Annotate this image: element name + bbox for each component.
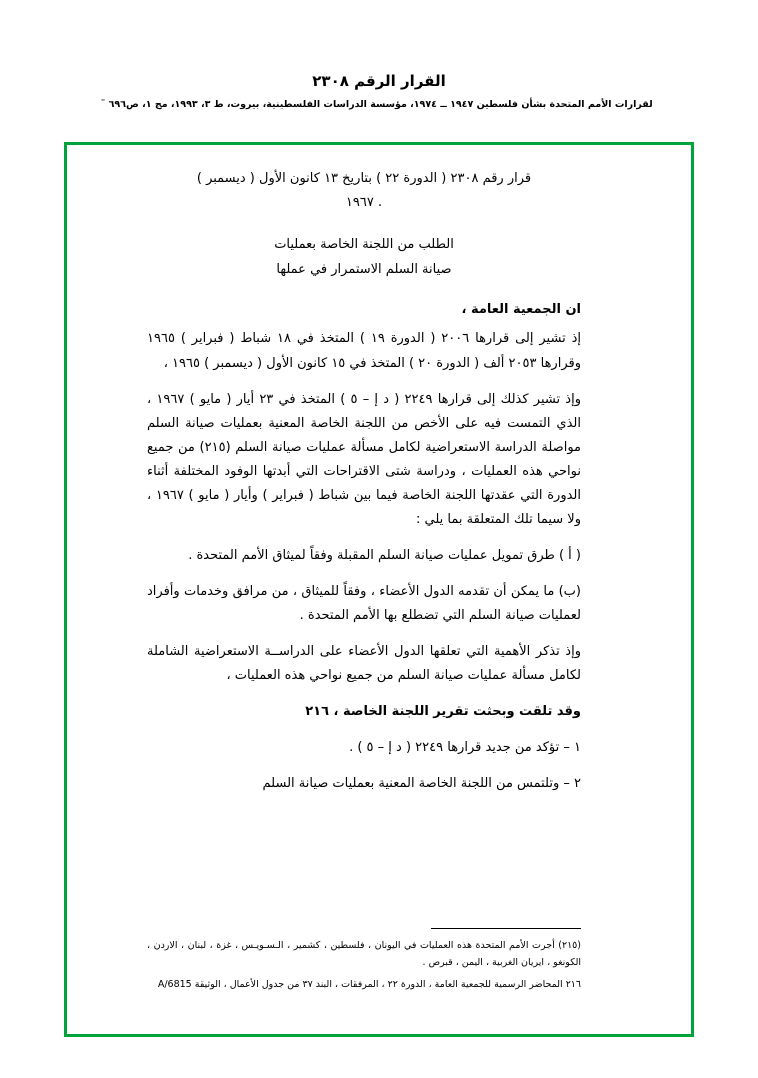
resolution-heading-line2: . ١٩٦٧ (345, 195, 383, 211)
footnote-216: ٢١٦ المحاضر الرسمية للجمعية العامة ، الدورة ٢٢ ، المرفقات ، البند ٣٧ من جدول الأعمال ، الوثيقة A/6815 (157, 979, 581, 991)
preamble-paragraph-3: ( أ ) طرق تمويل عمليات صيانة السلم المقبلة وفقاً لميثاق الأمم المتحدة . (188, 547, 581, 563)
bordered-content-frame (64, 142, 694, 1037)
operative-paragraph-2: ٢ – وتلتمس من اللجنة الخاصة المعنية بعمليات صيانة السلم (262, 776, 581, 792)
preamble-lead: ان الجمعية العامة ، (461, 302, 581, 318)
footnote-215: (٢١٥) أجرت الأمم المتحدة هذه العمليات في اليونان ، فلسطين ، كشمير ، الـسـويـس ، غزة ، لبنان ، الاردن ، الكونغو ، ايريان الغربية ، اليمن ، قبرص . (147, 940, 581, 968)
document-header (0, 0, 758, 110)
preamble-paragraph-5: وإذ تذكر الأهمية التي تعلقها الدول الأعضاء على الدراســة الاستعراضية الشاملة لكامل مسألة عمليات صيانة السلم من جميع نواحي هذه العمليات ، (147, 643, 581, 684)
resolution-heading-line1: قرار رقم ٢٣٠٨ ( الدورة ٢٢ ) بتاريخ ١٣ كانون الأول ( ديسمبر ) (196, 171, 532, 186)
footnote-separator (431, 928, 581, 929)
page-title: القرار الرقم ٢٣٠٨ (312, 72, 446, 90)
operative-paragraph-1: ١ – تؤكد من جديد قرارها ٢٢٤٩ ( د إ – ٥ ) . (349, 740, 581, 756)
source-citation: لقرارات الأمم المتحدة بشأن فلسطين ١٩٤٧ ــ ١٩٧٤، مؤسسة الدراسات الفلسطينية، بيروت، ط ٣، ١٩٩٣، مج ١، ص٦٩٦ ̈ (105, 99, 653, 110)
preamble-paragraph-1: إذ تشير إلى قرارها ٢٠٠٦ ( الدورة ١٩ ) المتخذ في ١٨ شباط ( فبراير ) ١٩٦٥ وقرارها ٢٠٥٣ ألف ( الدورة ٢٠ ) المتخذ في ١٥ كانون الأول ( ديسمبر ) ١٩٦٥ ، (147, 331, 581, 371)
footnotes-section (147, 928, 581, 1000)
resolution-subject (147, 233, 581, 282)
resolution-heading (147, 167, 581, 215)
preamble-paragraph-2: وإذ تشير كذلك إلى قرارها ٢٢٤٩ ( د إ – ٥ ) المتخذ في ٢٣ أيار ( مايو ) ١٩٦٧ ، الذي التمست فيه على الأخص من اللجنة الخاصة المعنية بعمليات صيانة السلم مواصلة الدراسة الاستعراضية لكامل مسألة عمليات صيانة السلم (٢١٥) من جميع نواحي هذه العمليات ، ودراسة شتى الاقتراحات التي أبدتها الوفود المختلفة أثناء الدورة التي عقدتها اللجنة الخاصة فيما بين شباط ( فبراير ) وأيار ( مايو ) ١٩٦٧ ، ولا سيما تلك المتعلقة بما يلي : (147, 391, 582, 527)
subject-line-1: الطلب من اللجنة الخاصة بعمليات (274, 237, 454, 253)
received-report-line: وقد تلقت وبحثت تقرير اللجنة الخاصة ، ٢١٦ (305, 704, 581, 720)
subject-line-2: صيانة السلم الاستمرار في عملها (276, 261, 452, 277)
content-area (67, 167, 691, 1034)
preamble-paragraph-4: (ب) ما يمكن أن تقدمه الدول الأعضاء ، وفقاً للميثاق ، من مرافق وخدمات وأفراد لعمليات صيانة السلم التي تضطلع بها الأمم المتحدة . (147, 583, 581, 623)
